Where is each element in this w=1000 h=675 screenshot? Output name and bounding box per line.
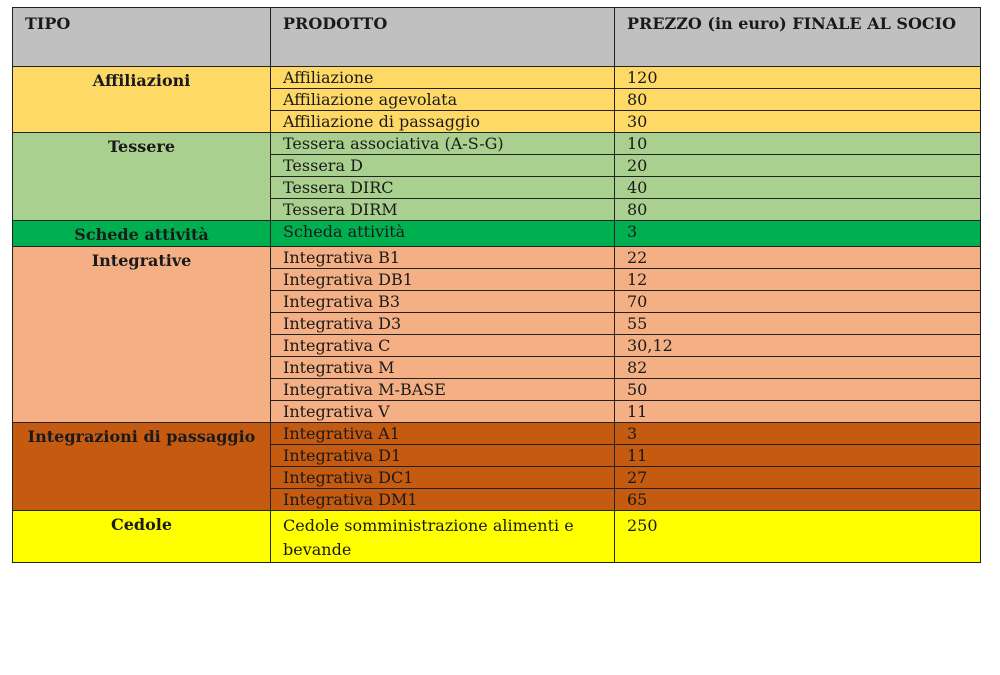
prodotto-cell: Cedole somministrazione alimenti e bevande — [271, 511, 615, 563]
header-prodotto: PRODOTTO — [271, 8, 615, 67]
table-row — [13, 423, 981, 445]
table-row — [13, 511, 981, 563]
prezzo-cell: 120 — [615, 67, 981, 89]
prezzo-cell: 11 — [615, 445, 981, 467]
prezzo-cell: 40 — [615, 177, 981, 199]
prodotto-cell: Integrativa DC1 — [271, 467, 615, 489]
table-row — [13, 133, 981, 155]
prodotto-cell: Tessera associativa (A-S-G) — [271, 133, 615, 155]
prodotto-cell: Integrativa M — [271, 357, 615, 379]
prodotto-cell: Integrativa C — [271, 335, 615, 357]
header-tipo: TIPO — [13, 8, 271, 67]
prodotto-cell: Tessera DIRC — [271, 177, 615, 199]
prodotto-cell: Integrativa D1 — [271, 445, 615, 467]
table-row — [13, 247, 981, 269]
prodotto-cell: Integrativa A1 — [271, 423, 615, 445]
prezzo-cell: 55 — [615, 313, 981, 335]
prezzo-cell: 30,12 — [615, 335, 981, 357]
prodotto-cell: Scheda attività — [271, 221, 615, 247]
prodotto-cell: Integrativa V — [271, 401, 615, 423]
prezzo-cell: 22 — [615, 247, 981, 269]
prezzo-cell: 80 — [615, 89, 981, 111]
prodotto-cell: Integrativa B1 — [271, 247, 615, 269]
prodotto-cell: Integrativa DM1 — [271, 489, 615, 511]
prodotto-cell: Integrativa B3 — [271, 291, 615, 313]
table-body — [13, 67, 981, 563]
prodotto-cell: Affiliazione — [271, 67, 615, 89]
prodotto-cell: Integrativa M-BASE — [271, 379, 615, 401]
prezzo-cell: 50 — [615, 379, 981, 401]
prodotto-cell: Tessera D — [271, 155, 615, 177]
prezzo-cell: 11 — [615, 401, 981, 423]
prezzo-cell: 3 — [615, 423, 981, 445]
prodotto-cell: Affiliazione agevolata — [271, 89, 615, 111]
prodotto-cell: Affiliazione di passaggio — [271, 111, 615, 133]
table-row — [13, 67, 981, 89]
tipo-cell: Tessere — [13, 133, 271, 221]
header-row — [13, 8, 981, 67]
prezzo-cell: 65 — [615, 489, 981, 511]
prezzo-cell: 12 — [615, 269, 981, 291]
prezzo-cell: 250 — [615, 511, 981, 563]
prezzo-cell: 3 — [615, 221, 981, 247]
tipo-cell: Schede attività — [13, 221, 271, 247]
prezzo-cell: 82 — [615, 357, 981, 379]
prezzo-cell: 80 — [615, 199, 981, 221]
tipo-cell: Cedole — [13, 511, 271, 563]
prodotto-cell: Tessera DIRM — [271, 199, 615, 221]
header-prezzo: PREZZO (in euro) FINALE AL SOCIO — [615, 8, 981, 67]
prezzo-cell: 20 — [615, 155, 981, 177]
tipo-cell: Integrazioni di passaggio — [13, 423, 271, 511]
prodotto-cell: Integrativa DB1 — [271, 269, 615, 291]
prezzo-cell: 70 — [615, 291, 981, 313]
price-table — [12, 7, 981, 563]
table-row — [13, 221, 981, 247]
prezzo-cell: 27 — [615, 467, 981, 489]
tipo-cell: Integrative — [13, 247, 271, 423]
tipo-cell: Affiliazioni — [13, 67, 271, 133]
prodotto-cell: Integrativa D3 — [271, 313, 615, 335]
prezzo-cell: 10 — [615, 133, 981, 155]
prezzo-cell: 30 — [615, 111, 981, 133]
